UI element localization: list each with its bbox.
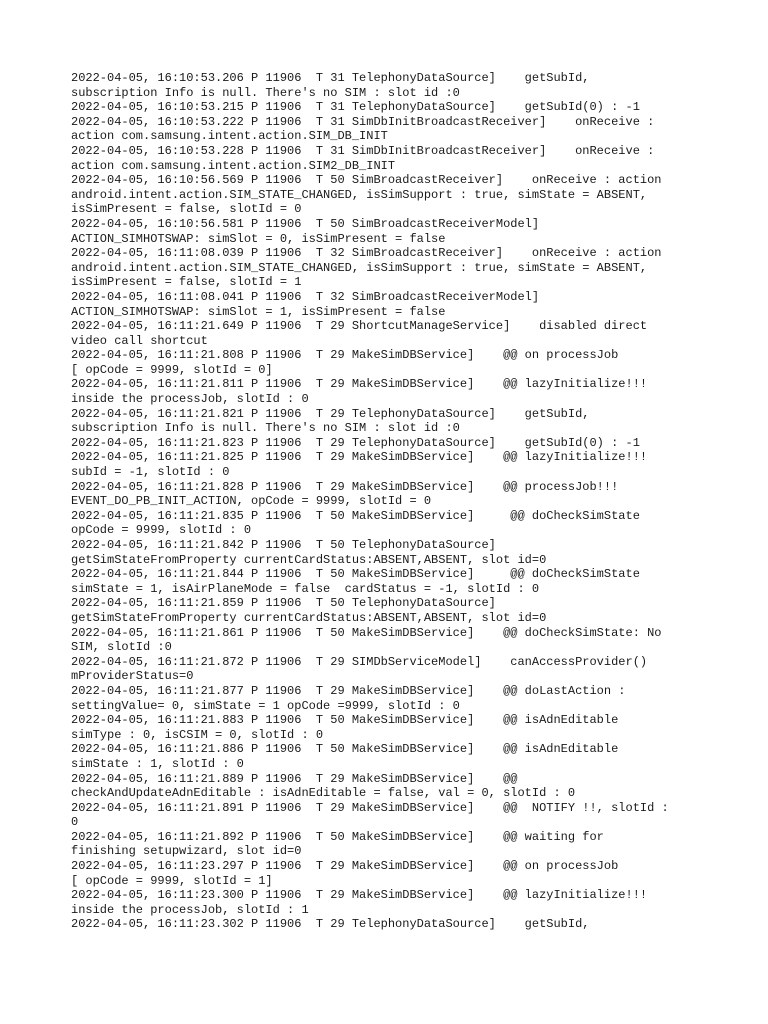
log-line: subId = -1, slotId : 0: [71, 465, 230, 480]
log-line: 2022-04-05, 16:10:56.581 P 11906 T 50 SimBroadcastReceiverModel]: [71, 216, 540, 231]
log-line: settingValue= 0, simState = 1 opCode =9999, slotId : 0: [71, 698, 460, 713]
log-line: 2022-04-05, 16:11:23.300 P 11906 T 29 MakeSimDBService] @@ lazyInitialize!!!: [71, 888, 648, 903]
log-line: inside the processJob, slotId : 0: [71, 392, 309, 407]
log-line: 2022-04-05, 16:10:53.206 P 11906 T 31 TelephonyDataSource] getSubId,: [71, 71, 590, 85]
log-line: [ opCode = 9999, slotId = 1]: [71, 873, 273, 888]
log-line: 2022-04-05, 16:11:23.302 P 11906 T 29 TelephonyDataSource] getSubId,: [71, 917, 590, 932]
log-line: getSimStateFromProperty currentCardStatus:ABSENT,ABSENT, slot id=0: [71, 610, 547, 625]
log-line: 2022-04-05, 16:11:21.844 P 11906 T 50 MakeSimDBService] @@ doCheckSimState: [71, 567, 640, 582]
log-line: 2022-04-05, 16:11:21.825 P 11906 T 29 MakeSimDBService] @@ lazyInitialize!!!: [71, 450, 648, 465]
log-line: isSimPresent = false, slotId = 0: [71, 202, 302, 217]
log-line: [ opCode = 9999, slotId = 0]: [71, 362, 273, 377]
log-line: 2022-04-05, 16:11:21.883 P 11906 T 50 MakeSimDBService] @@ isAdnEditable: [71, 713, 619, 728]
log-line: 2022-04-05, 16:11:21.889 P 11906 T 29 MakeSimDBService] @@: [71, 771, 518, 786]
log-line: 2022-04-05, 16:11:21.859 P 11906 T 50 TelephonyDataSource]: [71, 596, 496, 611]
log-line: 2022-04-05, 16:10:53.215 P 11906 T 31 TelephonyDataSource] getSubId(0) : -1: [71, 100, 640, 115]
log-line: 2022-04-05, 16:11:21.821 P 11906 T 29 TelephonyDataSource] getSubId,: [71, 406, 590, 421]
log-line: subscription Info is null. There's no SIM : slot id :0: [71, 421, 460, 436]
log-line: getSimStateFromProperty currentCardStatus:ABSENT,ABSENT, slot id=0: [71, 552, 547, 567]
log-line: 2022-04-05, 16:11:08.041 P 11906 T 32 SimBroadcastReceiverModel]: [71, 289, 540, 304]
log-line: 2022-04-05, 16:10:56.569 P 11906 T 50 SimBroadcastReceiver] onReceive : action: [71, 173, 662, 188]
log-line: 0: [71, 815, 79, 830]
log-line: simType : 0, isCSIM = 0, slotId : 0: [71, 727, 324, 742]
log-line: 2022-04-05, 16:11:23.297 P 11906 T 29 MakeSimDBService] @@ on processJob: [71, 859, 619, 874]
log-line: 2022-04-05, 16:10:53.228 P 11906 T 31 SimDbInitBroadcastReceiver] onReceive :: [71, 143, 655, 158]
log-line: 2022-04-05, 16:11:21.892 P 11906 T 50 MakeSimDBService] @@ waiting for: [71, 829, 604, 844]
log-body: [71, 71, 711, 932]
log-line: 2022-04-05, 16:11:21.835 P 11906 T 50 MakeSimDBService] @@ doCheckSimState: [71, 508, 640, 523]
log-line: android.intent.action.SIM_STATE_CHANGED, isSimSupport : true, simState = ABSENT,: [71, 187, 648, 202]
log-line: mProviderStatus=0: [71, 669, 194, 684]
log-line: inside the processJob, slotId : 1: [71, 902, 309, 917]
log-line: 2022-04-05, 16:11:21.828 P 11906 T 29 MakeSimDBService] @@ processJob!!!: [71, 479, 619, 494]
log-line: isSimPresent = false, slotId = 1: [71, 275, 302, 290]
log-line: action com.samsung.intent.action.SIM_DB_INIT: [71, 129, 388, 144]
log-line: 2022-04-05, 16:11:21.811 P 11906 T 29 MakeSimDBService] @@ lazyInitialize!!!: [71, 377, 648, 392]
log-line: 2022-04-05, 16:11:21.823 P 11906 T 29 TelephonyDataSource] getSubId(0) : -1: [71, 435, 640, 450]
log-line: 2022-04-05, 16:11:21.861 P 11906 T 50 MakeSimDBService] @@ doCheckSimState: No: [71, 625, 662, 640]
log-line: ACTION_SIMHOTSWAP: simSlot = 1, isSimPresent = false: [71, 304, 446, 319]
log-line: 2022-04-05, 16:11:21.886 P 11906 T 50 MakeSimDBService] @@ isAdnEditable: [71, 742, 619, 757]
log-line: 2022-04-05, 16:11:21.877 P 11906 T 29 MakeSimDBService] @@ doLastAction :: [71, 683, 626, 698]
log-line: video call shortcut: [71, 333, 208, 348]
log-line: subscription Info is null. There's no SIM : slot id :0: [71, 85, 460, 100]
log-line: checkAndUpdateAdnEditable : isAdnEditable = false, val = 0, slotId : 0: [71, 786, 576, 801]
log-line: EVENT_DO_PB_INIT_ACTION, opCode = 9999, slotId = 0: [71, 494, 432, 509]
log-line: 2022-04-05, 16:11:21.891 P 11906 T 29 MakeSimDBService] @@ NOTIFY !!, slotId :: [71, 800, 669, 815]
log-line: 2022-04-05, 16:11:21.649 P 11906 T 29 ShortcutManageService] disabled direct: [71, 319, 648, 334]
log-line: android.intent.action.SIM_STATE_CHANGED, isSimSupport : true, simState = ABSENT,: [71, 260, 648, 275]
log-line: SIM, slotId :0: [71, 640, 172, 655]
log-document: [71, 71, 711, 932]
log-line: action com.samsung.intent.action.SIM2_DB_INIT: [71, 158, 396, 173]
log-line: 2022-04-05, 16:11:08.039 P 11906 T 32 SimBroadcastReceiver] onReceive : action: [71, 246, 662, 261]
log-line: simState : 1, slotId : 0: [71, 756, 244, 771]
log-line: finishing setupwizard, slot id=0: [71, 844, 302, 859]
log-line: simState = 1, isAirPlaneMode = false cardStatus = -1, slotId : 0: [71, 581, 540, 596]
log-line: opCode = 9999, slotId : 0: [71, 523, 252, 538]
log-line: 2022-04-05, 16:11:21.808 P 11906 T 29 MakeSimDBService] @@ on processJob: [71, 348, 619, 363]
log-line: ACTION_SIMHOTSWAP: simSlot = 0, isSimPresent = false: [71, 231, 446, 246]
log-line: 2022-04-05, 16:11:21.872 P 11906 T 29 SIMDbServiceModel] canAccessProvider(): [71, 654, 648, 669]
log-line: 2022-04-05, 16:11:21.842 P 11906 T 50 TelephonyDataSource]: [71, 538, 496, 552]
log-line: 2022-04-05, 16:10:53.222 P 11906 T 31 SimDbInitBroadcastReceiver] onReceive :: [71, 114, 655, 129]
